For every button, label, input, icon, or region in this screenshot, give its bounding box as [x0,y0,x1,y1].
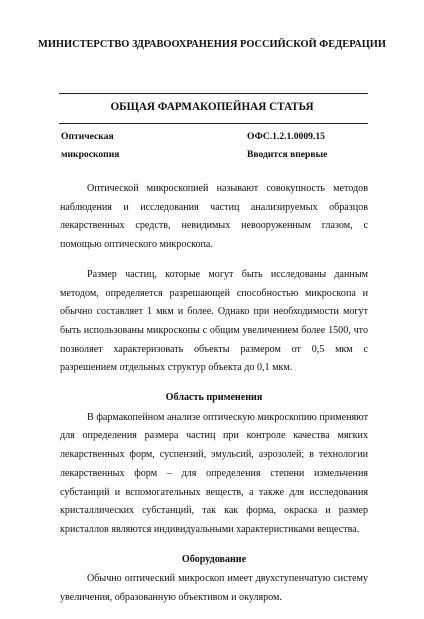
paragraph-definition: Оптической микроскопией называют совокупность методов наблюдения и исследования частиц анализируемых образцов лекарственных средств, невидимых невооруженным глазом, с помощью оптического микроскопа. [60,183,368,251]
section-heading-scope: Область применения [165,392,263,404]
document-title: ОБЩАЯ ФАРМАКОПЕЙНАЯ СТАТЬЯ [110,101,314,113]
article-code: ОФС.1.2.1.0009.15 [247,131,325,142]
paragraph-equipment: Обычно оптический микроскоп имеет двухступенчатую систему увеличения, образованную объективом и окуляром. [60,573,368,604]
section-heading-equipment: Оборудование [181,553,247,565]
paragraph-particle-size: Размер частиц, которые могут быть исследованы данным методом, определяется разрешающей способностью микроскопа и обычно составляет 1 мкм и более. Однако при необходимости могут быть использованы микроскопы с общим увеличением более 1500, что позволяет характеризовать объекты размером от 0,5 мкм с разрешением отдельных структур объекта до 0,1 мкм. [60,268,368,374]
header-divider-bottom [59,123,368,124]
ministry-heading: МИНИСТЕРСТВО ЗДРАВООХРАНЕНИЯ РОССИЙСКОЙ ФЕДЕРАЦИИ [38,39,386,50]
article-status: Вводится впервые [247,149,328,160]
paragraph-scope: В фармакопейном анализе оптическую микроскопию применяют для определения размера частиц при контроле качества мягких лекарственных форм, суспензий, эмульсий, аэрозолей; в технологии лекарственных форм – для определения степени измельчения субстанций и вспомогательных веществ, а также для исследования кристаллических субстанций, так как форма, окраска и размер кристаллов являются индивидуальными характеристиками вещества. [60,411,368,535]
article-name-line1: Оптическая [61,131,114,142]
article-name-line2: микроскопия [61,149,120,160]
header-divider-top [59,93,368,94]
document-body [60,180,368,619]
